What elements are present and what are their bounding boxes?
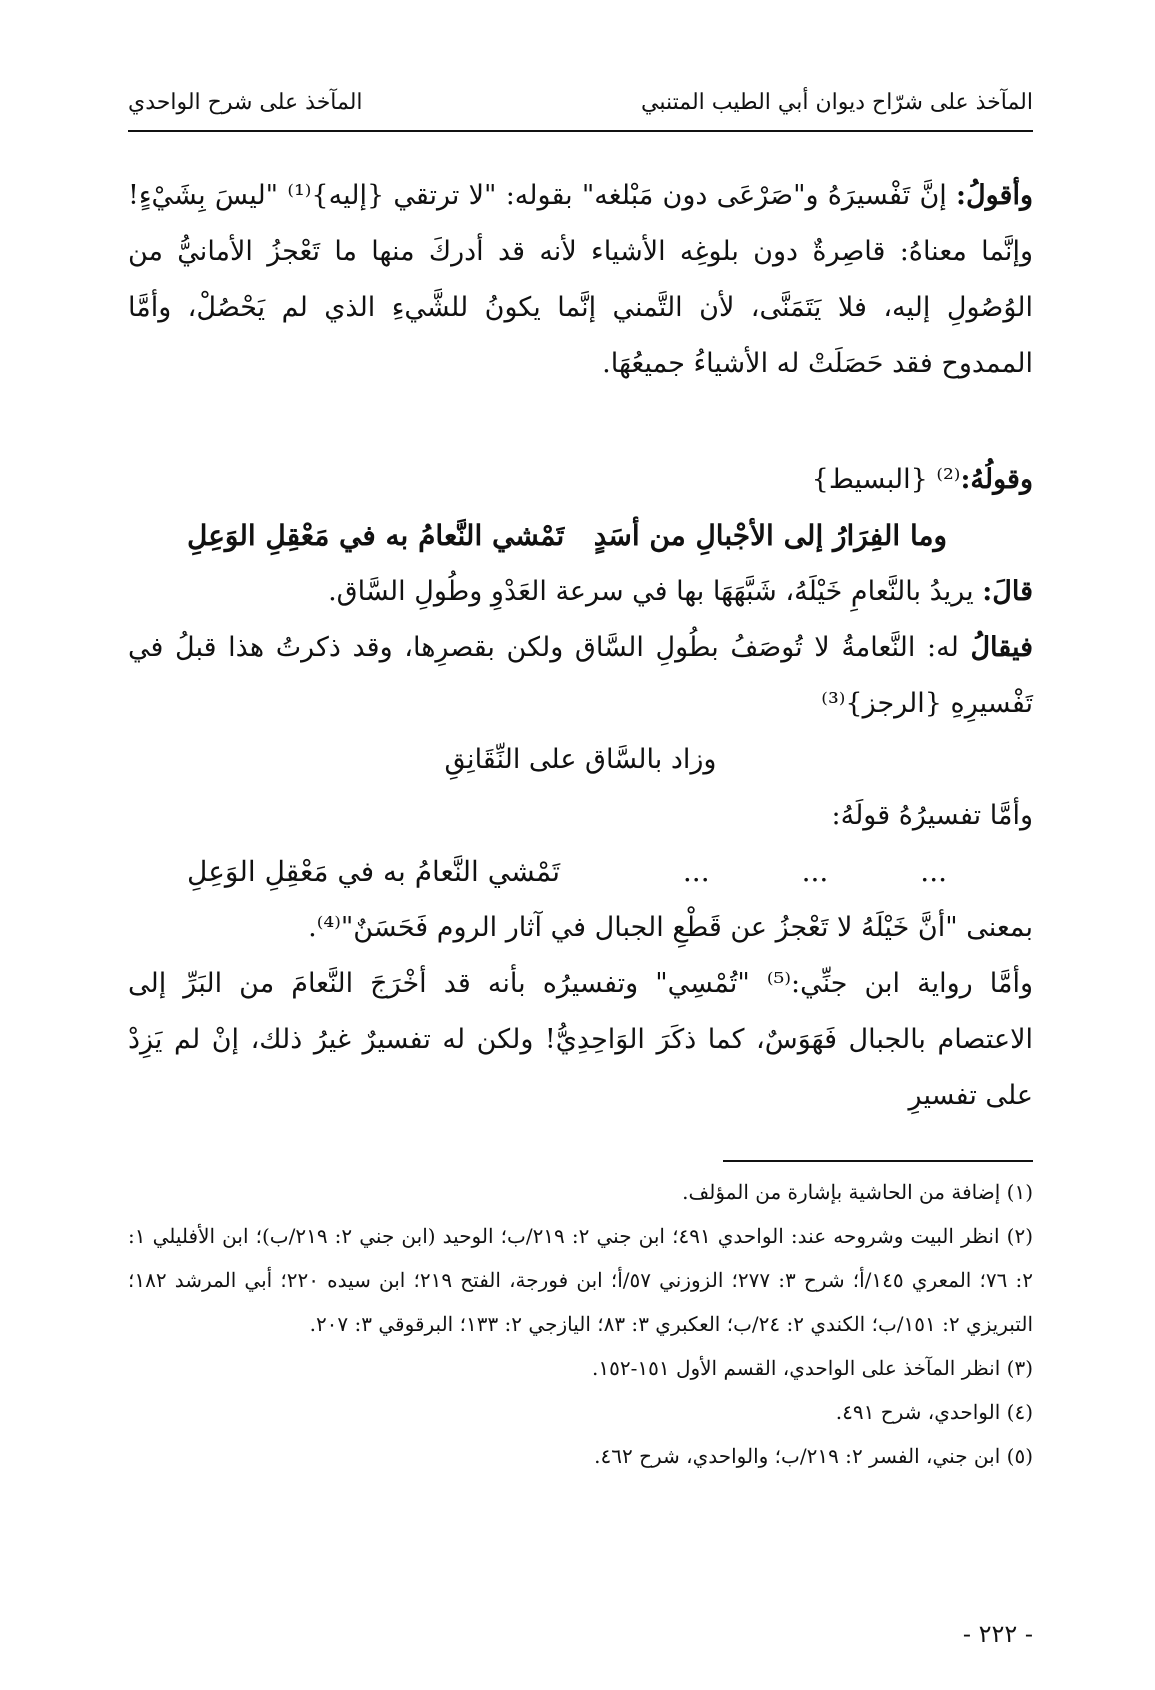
paragraph-1-text: إنَّ تَفْسيرَهُ و"صَرْعَى دون مَبْلغه" بقوله: "لا ترتقي {إليه}⁽¹⁾ "ليسَ بِشَيْءٍ! وإنَّما معناهُ: قاصِرةٌ دون بلوغِه الأشياء لأنه قد أدركَ منها ما تَعْجزُ الأمانيُّ من الوُصُولِ إليه، فلا يَتَمَنَّى، لأن التَّمني إنَّما يكونُ للشَّيءِ الذي لم يَحْصُلْ، وأمَّا الممدوح فقد حَصَلَتْ له الأشياءُ جميعُهَا. bbox=[128, 180, 1033, 379]
footnote-5: (٥) ابن جني، الفسر ٢: ٢١٩/ب؛ والواحدي، شرح ٤٦٢. bbox=[594, 1444, 1033, 1468]
verse-intro-lead: وقولُهُ: bbox=[960, 464, 1033, 495]
paragraph-1-lead: وأقولُ: bbox=[956, 180, 1033, 211]
paragraph-3 bbox=[128, 620, 1033, 732]
verse-1-first-hemistich: وما الفِرَارُ إلى الأجْبالِ من أسَدٍ bbox=[593, 519, 947, 552]
paragraph-6: وأمَّا رواية ابن جنِّي:⁽⁵⁾ "تُمْسِي" وتفسيرُه بأنه قد أخْرَجَ النَّعامَ من البَرِّ إلى الاعتصام بالجبال فَهَوَسٌ، كما ذكَرَ الوَاحِدِيُّ! ولكن له تفسيرٌ غيرُ ذلك، إنْ لم يَزِدْ على تفسيرِ bbox=[128, 968, 1033, 1111]
header-book-title: المآخذ على شرّاح ديوان أبي الطيب المتنبي bbox=[641, 90, 1033, 115]
footnote-divider bbox=[723, 1160, 1033, 1162]
paragraph-4: وأمَّا تفسيرُهُ قولَهُ: bbox=[831, 800, 1033, 831]
rajaz-line: وزاد بالسَّاق على النِّقَانِقِ bbox=[444, 744, 717, 775]
footnote-2: (٢) انظر البيت وشروحه عند: الواحدي ٤٩١؛ ابن جني ٢: ٢١٩/ب؛ الوحيد (ابن جني ٢: ٢١٩/ب)؛ ابن الأفليلي ١: ٢: ٧٦؛ المعري ١٤٥/أ؛ شرح ٣: ٢٧٧؛ الزوزني ٥٧/أ؛ ابن فورجة، الفتح ٢١٩؛ ابن سيده ٢٢٠؛ أبي المرشد ١٨٢؛ التبريزي ٢: ١٥١/ب؛ الكندي ٢: ٢٤/ب؛ العكبري ٣: ٨٣؛ اليازجي ٢: ١٣٣؛ البرقوقي ٣: ٢٠٧. bbox=[128, 1224, 1033, 1336]
paragraph-1 bbox=[128, 168, 1033, 392]
paragraph-5: بمعنى "أنَّ خَيْلَهُ لا تَعْجزُ عن قَطْعِ الجبال في آثار الروم فَحَسَنٌ"⁽⁴⁾. bbox=[308, 912, 1033, 943]
verse-1-second-hemistich: تَمْشي النَّعامُ به في مَعْقِلِ الوَعِلِ bbox=[187, 519, 565, 552]
header-section-title: المآخذ على شرح الواحدي bbox=[128, 90, 363, 115]
footnotes bbox=[128, 1170, 1033, 1478]
paragraph-2 bbox=[128, 564, 1033, 620]
paragraph-2-text: يريدُ بالنَّعامِ خَيْلَهُ، شَبَّهَهَا بها في سرعة العَدْوِ وطُولِ السَّاق. bbox=[328, 576, 983, 607]
verse-2-second-hemistich: تَمْشي النَّعامُ به في مَعْقِلِ الوَعِلِ bbox=[187, 855, 561, 888]
verse-intro-meter: ⁽²⁾ {البسيط} bbox=[811, 464, 961, 495]
verse-1 bbox=[187, 508, 1033, 564]
footnote-1: (١) إضافة من الحاشية بإشارة من المؤلف. bbox=[682, 1180, 1033, 1204]
running-header bbox=[128, 78, 1033, 132]
ellipsis: ... bbox=[920, 855, 947, 888]
verse-2-omitted-hemistich bbox=[683, 844, 947, 900]
ellipsis: ... bbox=[682, 855, 710, 888]
main-text bbox=[128, 168, 1033, 1124]
footnote-4: (٤) الواحدي، شرح ٤٩١. bbox=[835, 1400, 1033, 1424]
paragraph-3-text: له: النَّعامةُ لا تُوصَفُ بطُولِ السَّاق ولكن بقصرِها، وقد ذكرتُ هذا قبلُ في تَفْسيرِهِ {الرجز}⁽³⁾ bbox=[128, 632, 1033, 719]
paragraph-3-lead: فيقالُ bbox=[970, 632, 1033, 663]
paragraph-2-lead: قالَ: bbox=[982, 576, 1033, 607]
footnote-3: (٣) انظر المآخذ على الواحدي، القسم الأول ١٥١-١٥٢. bbox=[592, 1356, 1033, 1380]
page-number: - ٢٢٢ - bbox=[962, 1620, 1033, 1648]
ellipsis: ... bbox=[801, 855, 829, 888]
verse-intro bbox=[128, 452, 1033, 508]
verse-2 bbox=[187, 844, 1033, 900]
